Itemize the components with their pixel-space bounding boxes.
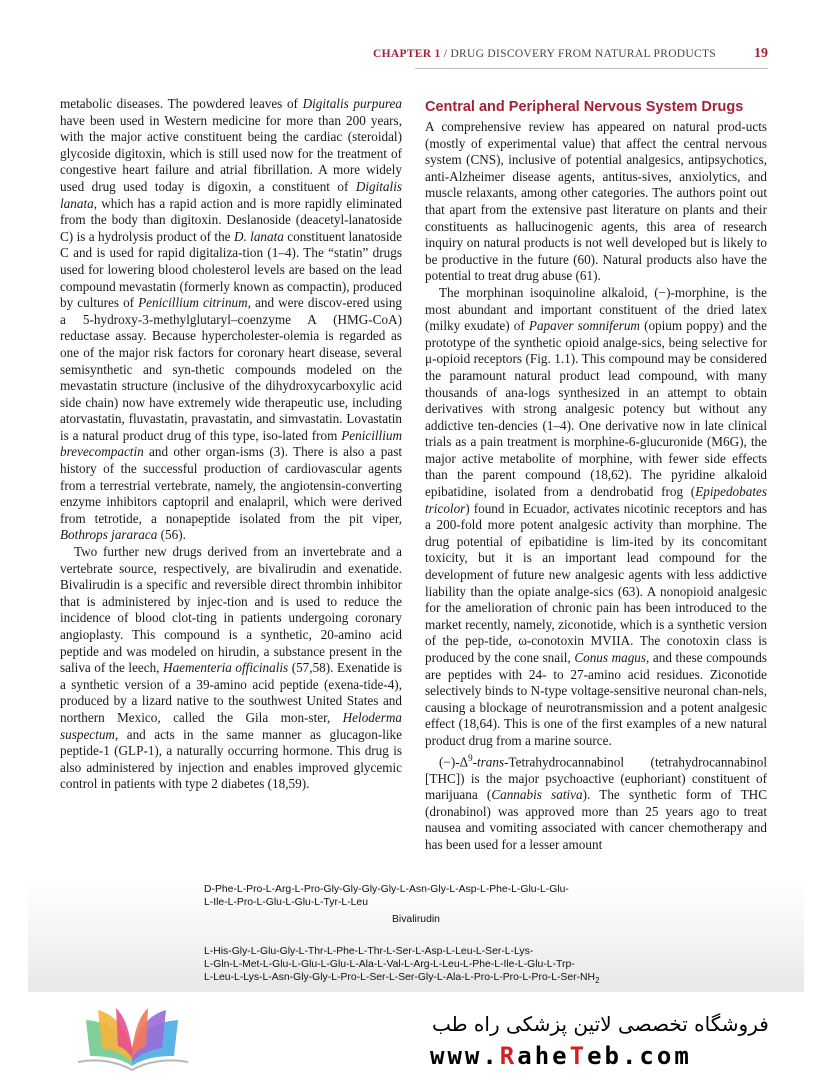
right-column: [425, 98, 767, 854]
italic-term: D. lanata: [233, 228, 284, 244]
italic-term: Digitalis purpurea: [302, 96, 403, 111]
section-heading: Central and Peripheral Nervous System Drugs: [425, 99, 744, 115]
chapter-label: CHAPTER 1: [373, 48, 441, 60]
italic-term: Cannabis sativa: [491, 787, 583, 803]
book-logo-icon: [68, 1008, 198, 1072]
exenatide-sequence-line: L-Gln-L-Met-L-Glu-L-Glu-L-Glu-L-Ala-L-Val-L-Arg-L-Leu-L-Phe-L-Ile-L-Glu-L-Trp-: [204, 959, 575, 970]
store-name-persian: فروشگاه تخصصی لاتین پزشکی راه طب: [432, 1012, 769, 1036]
chapter-title: / DRUG DISCOVERY FROM NATURAL PRODUCTS: [440, 48, 716, 60]
superscript: 9: [468, 752, 473, 763]
running-header: [60, 46, 768, 70]
italic-term: Epipedobates tricolor: [425, 484, 767, 516]
italic-term: Penicillium citrinum: [138, 295, 248, 311]
exenatide-sequence-text: L-Leu-L-Lys-L-Asn-Gly-Gly-L-Pro-L-Ser-L-Ser-Gly-L-Ala-L-Pro-L-Pro-L-Pro-L-Ser-NH: [204, 972, 596, 983]
paragraph: A comprehensive review has appeared on natural prod-ucts (mostly of experimental value) that affect the central nervous system (CNS), inclusive of potential analgesics, antipsychotics, anti-Alzheimer disease agents, antitus-sives, anxiolytics, and muscle relaxants, among other categories. The authors point out that apart from the extensive past literature on plants and their constituents as hallucinogenic agents, this area of research inquiry on natural products is not well developed but is likely to be productive in the future (60). Natural products also have the potential to treat drug abuse (61).: [425, 119, 767, 284]
italic-term: Penicillium brevecompactin: [60, 427, 402, 460]
italic-term: trans: [477, 753, 505, 769]
site-letter: T: [569, 1042, 588, 1070]
site-letters: eb: [587, 1042, 622, 1070]
exenatide-sequence-line: [204, 972, 600, 985]
page-number: 19: [754, 46, 768, 61]
site-suffix: .com: [621, 1042, 692, 1070]
bivalirudin-label: Bivalirudin: [392, 914, 440, 925]
paragraph: metabolic diseases. The powdered leaves of Digitalis purpurea have been used in Western medicine for more than 200 years, with the major active constituent being the cardiac (steroidal) glycoside digitoxin, which is still used now for the treatment of congestive heart failure and atrial fibrillation. A more widely used drug used today is digoxin, a constituent of Digitalis lanata, which has a rapid action and is more rapidly eliminated from the body than digitoxin. Deslanoside (deacetyl-lanatoside C) is a hydrolysis product of the D. lanata constituent lanatoside C and is used for rapid digitaliza-tion (1–4). The “statin” drugs used for lowering blood cholesterol levels are based on the lead compound mevastatin (formerly known as compactin), produced by cultures of Penicillium citrinum, and were discov-ered using a 5-hydroxy-3-methylglutaryl–coenzyme A (HMG-CoA) reductase assay. Because hypercholester-olemia is regarded as one of the major risk factors for coronary heart disease, several semisynthetic and syn-thetic compounds modeled on the mevastatin structure (inclusive of the dihydroxycarboxylic acid side chain) now have extremely wide therapeutic use, including atorvastatin, fluvastatin, pravastatin, and simvastatin. Lovastatin is a natural product drug of this type, iso-lated from Penicillium brevecompactin and other organ-isms (3). There is also a past history of the successful production of cardiovascular agents from a terrestrial vertebrate, namely, the angiotensin-converting enzyme inhibitors captopril and enalapril, which were derived from tetrotide, a nonapeptide isolated from the pit viper, Bothrops jararaca (56).: [60, 96, 403, 543]
subscript-2: 2: [595, 976, 600, 986]
peptide-figure: [28, 880, 804, 992]
bivalirudin-sequence-line: D-Phe-L-Pro-L-Arg-L-Pro-Gly-Gly-Gly-Gly-L-Asn-Gly-L-Asp-L-Phe-L-Glu-L-Glu-: [204, 884, 569, 895]
italic-term: Conus magus: [574, 650, 647, 665]
site-prefix: www.: [430, 1042, 500, 1070]
left-column: [60, 96, 402, 793]
exenatide-sequence-line: L-His-Gly-L-Glu-Gly-L-Thr-L-Phe-L-Thr-L-Ser-L-Asp-L-Leu-L-Ser-L-Lys-: [204, 946, 534, 957]
italic-term: Haementeria officinalis: [163, 660, 289, 676]
header-rule: [415, 68, 768, 69]
paragraph: The morphinan isoquinoline alkaloid, (−)-morphine, is the most abundant and important constituent of the dried latex (milky exudate) of Papaver somniferum (opium poppy) and the prototype of the synthetic opioid analge-sics, being selective for μ-opioid receptors (Fig. 1.1). This compound may be considered the paramount natural product lead compound, with many thousands of ana-logs synthesized in an attempt to obtain derivatives with strong analgesic potency but without any addictive ten-dencies (1–4). One derivative now in late clinical trials as a pain treatment is morphine-6-glucuronide (M6G), the major active metabolite of morphine, with fewer side effects than the parent compound (18,62). The pyridine alkaloid epibatidine, isolated from a dendrobatid frog (Epipedobates tricolor) found in Ecuador, activates nicotinic receptors and has a 200-fold more potent analgesic activity than morphine. The drug potential of epibatidine is lim-ited by its concomitant toxicity, but it is an important lead compound for the development of future new analgesic agents with less addictive liability than the opiate analge-sics (63). A nonopioid analgesic for the amelioration of chronic pain has been introduced to the market recently, namely, ziconotide, which is a synthetic version of the pep-tide, ω-conotoxin MVIIA. The conotoxin class is produced by the cone snail, Conus magus, and these compounds are peptides with 24- to 27-amino acid residues. Ziconotide selectively binds to N-type voltage-sensitive neuronal chan-nels, causing a blockage of neurotransmission and a potent analgesic effect (18,64). This is one of the first examples of a new natural product drug from a marine source.: [425, 284, 768, 748]
italic-term: Heloderma suspectum: [60, 709, 402, 742]
italic-term: Papaver somniferum: [528, 318, 640, 334]
site-letters: ahe: [517, 1042, 570, 1070]
bivalirudin-sequence-line: L-Ile-L-Pro-L-Glu-L-Glu-L-Tyr-L-Leu: [204, 897, 368, 908]
paragraph: Two further new drugs derived from an invertebrate and a vertebrate source, respectively, are bivalirudin and exenatide. Bivalirudin is a specific and reversible direct thrombin inhibitor that is administered by injec-tion and is used to reduce the incidence of blood clot-ting in patients undergoing coronary angioplasty. This compound is a synthetic, 20-amino acid peptide and was modeled on hirudin, a substance present in the saliva of the leech, Haementeria officinalis (57,58). Exenatide is a synthetic version of a 39-amino acid peptide (exena-tide-4), produced by a lizard native to the southwest United States and northern Mexico, called the Gila mon-ster, Heloderma suspectum, and acts in the same manner as glucagon-like peptide-1 (GLP-1), a naturally occurring hormone. This drug is also administered by injection and enables improved glycemic control in patients with type 2 diabetes (18,59).: [60, 544, 402, 792]
watermark-banner: [0, 992, 832, 1080]
italic-term: Bothrops jararaca: [60, 527, 158, 543]
site-letter: R: [499, 1042, 518, 1070]
italic-term: Digitalis lanata: [60, 178, 402, 211]
paragraph: $(-)-\Delta^9-trans$-Tetrahydrocannabinol (tetrahydrocannabinol [THC]) is the major psychoactive (euphoriant) constituent of marijuana (Cannabis sativa). The synthetic form of THC (dronabinol) was approved more than 25 years ago to treat nausea and vomiting associated with cancer chemotherapy and has been used for a lesser amount: [425, 752, 767, 852]
store-website: [430, 1042, 692, 1070]
running-title: [373, 48, 716, 60]
